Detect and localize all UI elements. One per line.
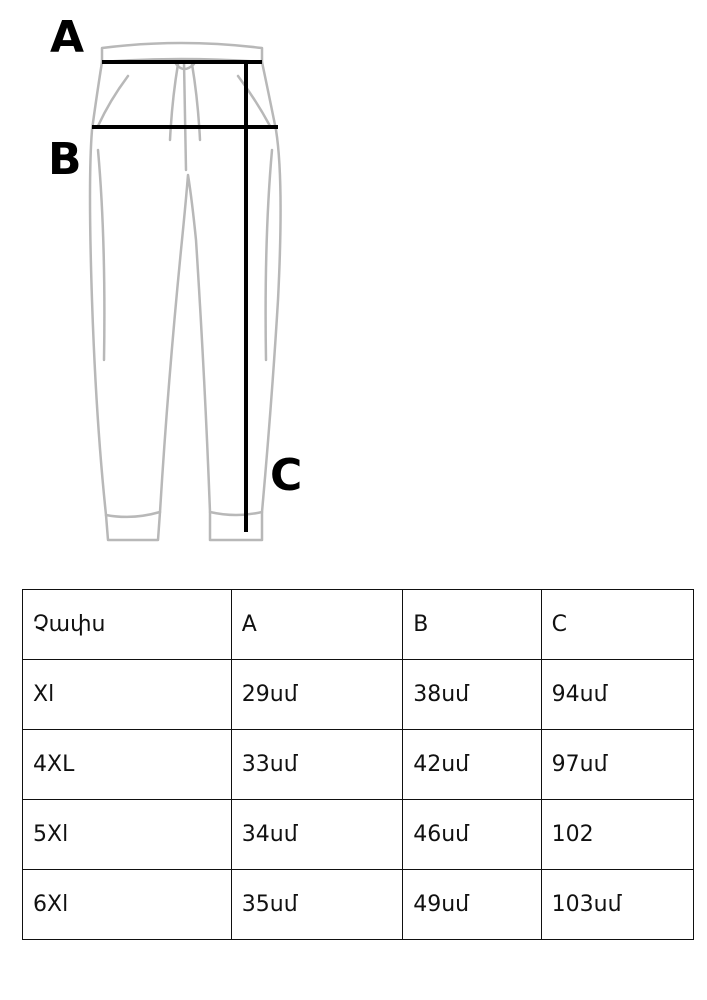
label-c: C xyxy=(270,450,303,501)
table-cell-a: 33սմ xyxy=(231,730,402,800)
table-cell-c: 103սմ xyxy=(541,870,693,940)
size-chart-table xyxy=(22,589,694,940)
table-cell-size: 5Xl xyxy=(23,800,232,870)
table-cell-b: 38սմ xyxy=(403,660,541,730)
table-cell-b: 46սմ xyxy=(403,800,541,870)
pants-outline xyxy=(90,43,281,540)
label-b: B xyxy=(48,134,82,185)
header-cell-a: A xyxy=(231,590,402,660)
header-cell-c: C xyxy=(541,590,693,660)
table-cell-a: 29սմ xyxy=(231,660,402,730)
table-cell-a: 35սմ xyxy=(231,870,402,940)
table-row xyxy=(23,730,694,800)
table-cell-c: 94սմ xyxy=(541,660,693,730)
table-cell-b: 42սմ xyxy=(403,730,541,800)
label-a: A xyxy=(50,12,85,63)
table-cell-size: 6Xl xyxy=(23,870,232,940)
header-cell-size: Չափս xyxy=(23,590,232,660)
table-header-row xyxy=(23,590,694,660)
header-cell-b: B xyxy=(403,590,541,660)
table-cell-b: 49սմ xyxy=(403,870,541,940)
table-cell-a: 34սմ xyxy=(231,800,402,870)
table-row xyxy=(23,800,694,870)
table-cell-c: 97սմ xyxy=(541,730,693,800)
table-cell-size: 4XL xyxy=(23,730,232,800)
table-cell-c: 102 xyxy=(541,800,693,870)
table-row xyxy=(23,660,694,730)
table-row xyxy=(23,870,694,940)
table-cell-size: Xl xyxy=(23,660,232,730)
